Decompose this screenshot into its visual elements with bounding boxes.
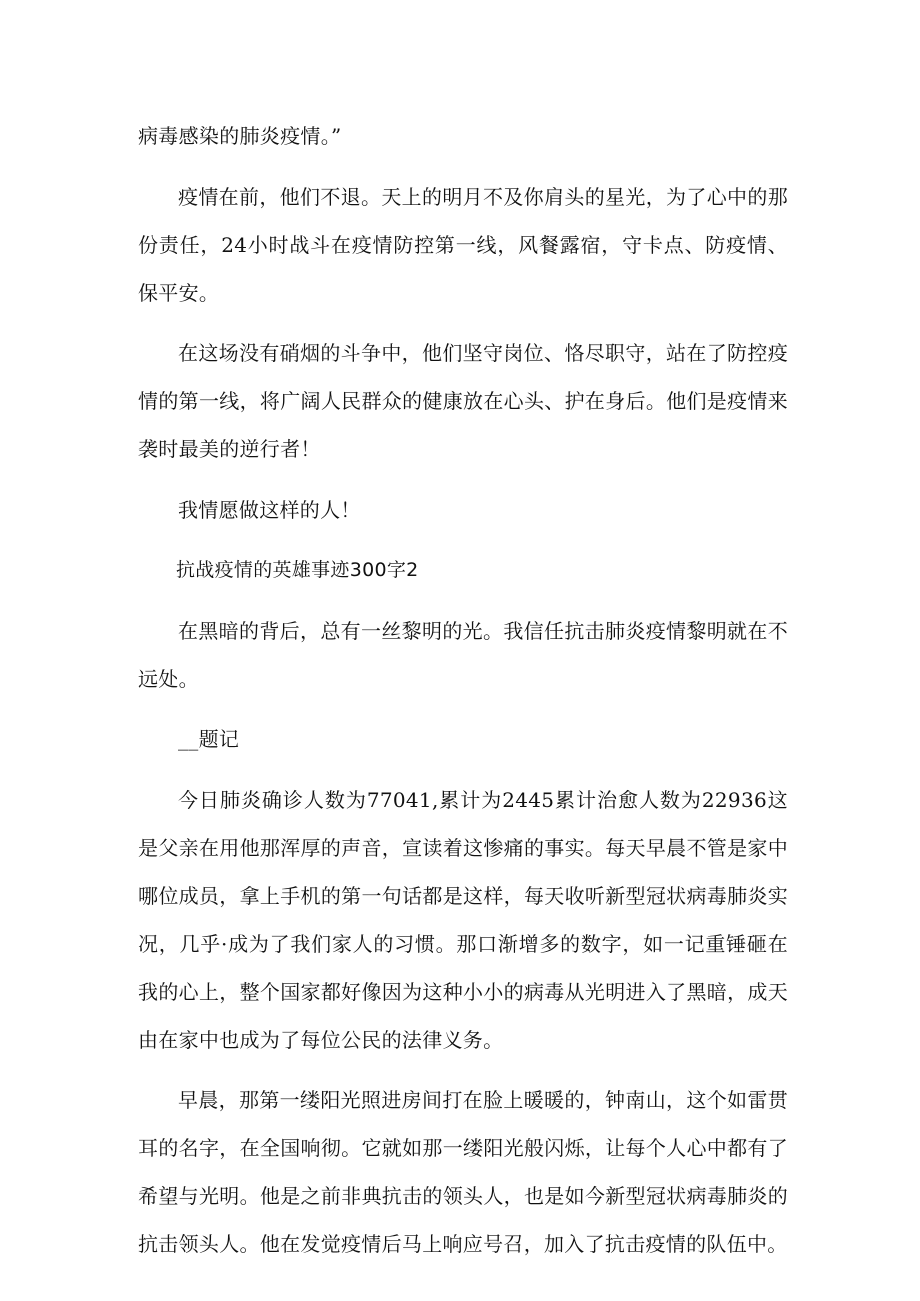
- paragraph-continuation: 病毒感染的肺炎疫情。”: [138, 124, 342, 148]
- paragraph-wish: 我情愿做这样的人！: [178, 497, 361, 522]
- section-heading: 抗战疫情的英雄事迹300字2: [176, 559, 419, 581]
- document-page: [138, 112, 788, 1281]
- paragraph-frontline: 疫情在前，他们不退。天上的明月不及你肩头的星光，为了心中的那份责任，24小时战斗在疫情防控第一线，风餐露宿，守卡点、防疫情、保平安。: [138, 184, 788, 305]
- paragraph-dawn: 在黑暗的背后，总有一丝黎明的光。我信任抗击肺炎疫情黎明就在不远处。: [138, 618, 788, 691]
- paragraph-zhong-nanshan: 早晨，那第一缕阳光照进房间打在脸上暖暖的，钟南山，这个如雷贯耳的名字，在全国响彻。它就如那一缕阳光般闪烁，让每个人心中都有了希望与光明。他是之前非典抗击的领头人，也是如今新型冠状病毒肺炎的抗击领头人。他在发觉疫情后马上响应号召，加入了抗击疫情的队伍中。: [138, 1088, 788, 1256]
- epigraph-label: __题记: [178, 727, 240, 751]
- paragraph-retrograde-heroes: 在这场没有硝烟的斗争中，他们坚守岗位、恪尽职守，站在了防控疫情的第一线，将广阔人民群众的健康放在心头、护在身后。他们是疫情来袭时最美的逆行者！: [138, 341, 788, 461]
- paragraph-statistics: 今日肺炎确诊人数为77041,累计为2445累计治愈人数为22936这是父亲在用他那浑厚的声音，宣读着这惨痛的事实。每天早晨不管是家中哪位成员，拿上手机的第一句话都是这样，每天收听新型冠状病毒肺炎实况，几乎·成为了我们家人的习惯。那口渐增多的数字，如一记重锤砸在我的心上，整个国家都好像因为这种小小的病毒从光明进入了黑暗，成天由在家中也成为了每位公民的法律义务。: [138, 787, 788, 1052]
